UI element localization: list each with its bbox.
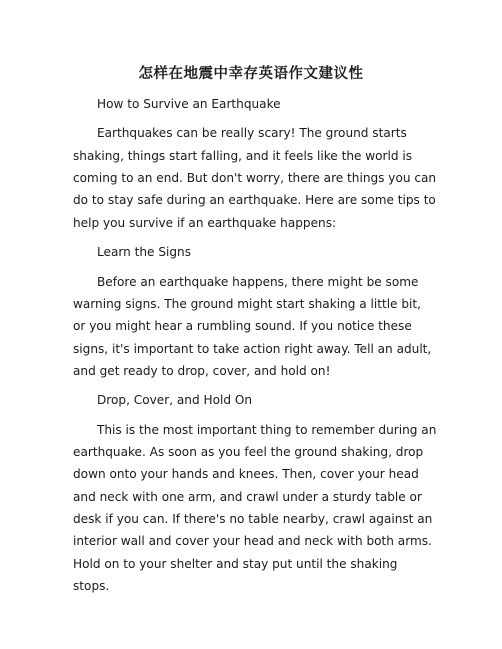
paragraph-intro: Earthquakes can be really scary! The ground starts shaking, things start falling, and it feels like the world is coming to an end. But don't worry, there are things you can do to stay safe during an earthquake. Here are some tips to help you survive if an earthquake happens: [73,126,437,230]
paragraph-heading-how-to-survive: How to Survive an Earthquake [97,97,281,111]
paragraph-drop-cover-hold: This is the most important thing to remember during an earthquake. As soon as you feel the ground shaking, drop down onto your hands and knees. Then, cover your head and neck with one arm, and crawl under a sturdy table or desk if you can. If there's no table nearby, crawl against an interior wall and cover your head and neck with both arms. Hold on to your shelter and stay put until the shaking stops. [73,422,437,593]
document-title: 怎样在地震中幸存英语作文建议性 [138,66,364,82]
paragraph-heading-learn-the-signs: Learn the Signs [97,245,192,260]
paragraph-warning-signs: Before an earthquake happens, there might be some warning signs. The ground might start shaking a little bit, or you might hear a rumbling sound. If you notice these signs, it's important to take action right away. Tell an adult, and get ready to drop, cover, and hold on! [73,274,432,378]
paragraph-heading-drop-cover-hold: Drop, Cover, and Hold On [97,393,253,408]
document-body [73,93,437,604]
